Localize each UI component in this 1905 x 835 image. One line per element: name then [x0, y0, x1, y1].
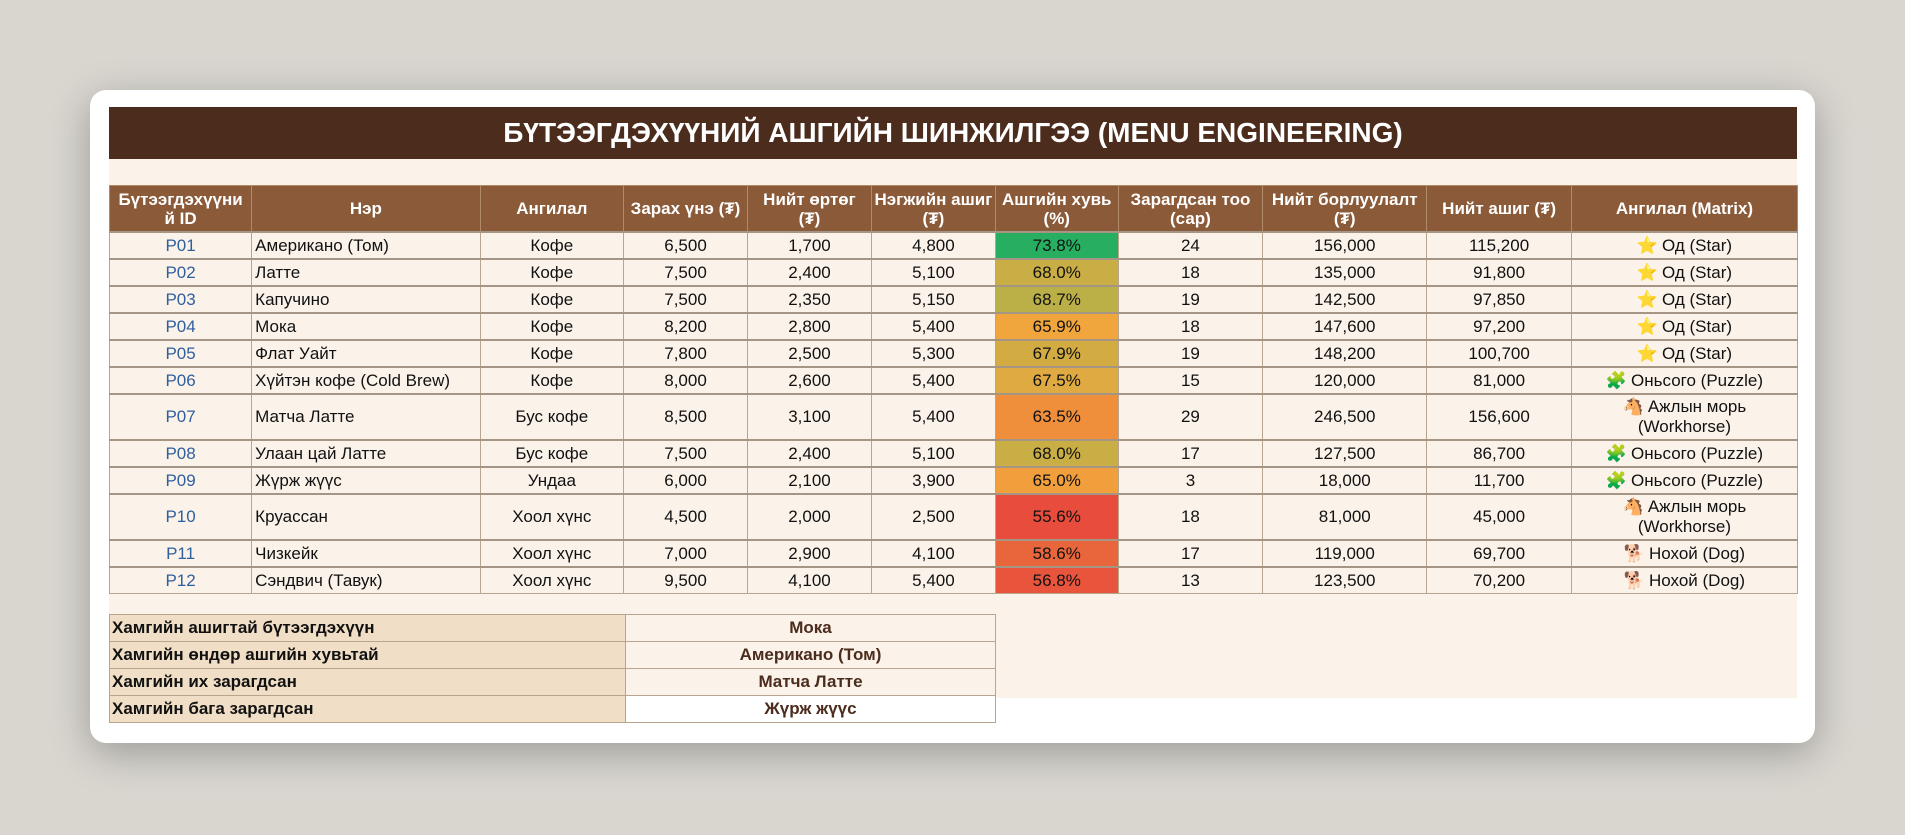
cell-unit-profit[interactable]: 5,100 [871, 259, 995, 286]
matrix-category-label: Оньсого (Puzzle) [1631, 443, 1764, 463]
cell-revenue[interactable]: 120,000 [1263, 367, 1427, 394]
menu-engineering-table [109, 185, 1798, 594]
cell-sold[interactable]: 18 [1118, 313, 1263, 340]
cell-unit-profit[interactable]: 5,400 [871, 567, 995, 594]
cell-sold[interactable]: 17 [1118, 540, 1263, 567]
matrix-category-icon: 🧩 [1605, 443, 1628, 463]
summary-value[interactable]: Мока [626, 615, 996, 642]
cell-sold[interactable]: 19 [1118, 286, 1263, 313]
matrix-category-label: Од (Star) [1662, 343, 1733, 363]
cell-margin[interactable]: 73.8% [995, 232, 1118, 259]
matrix-category-icon: 🧩 [1605, 470, 1628, 490]
cell-price[interactable]: 7,000 [624, 540, 748, 567]
cell-profit[interactable]: 115,200 [1427, 232, 1572, 259]
cell-cost[interactable]: 2,100 [747, 467, 871, 494]
cell-cost[interactable]: 3,100 [747, 394, 871, 440]
matrix-category-label: Од (Star) [1662, 316, 1733, 336]
header-id[interactable]: Бүтээгдэхүүни й ID [110, 186, 252, 233]
header-cost[interactable]: Нийт өртөг (₮) [747, 186, 871, 233]
header-unit-profit[interactable]: Нэгжийн ашиг (₮) [871, 186, 995, 233]
cell-price[interactable]: 6,500 [624, 232, 748, 259]
cell-id[interactable]: P07 [110, 394, 252, 440]
matrix-category-icon: 🐴 [1622, 497, 1644, 516]
table-row [110, 394, 1798, 440]
cell-revenue[interactable]: 127,500 [1263, 440, 1427, 467]
cell-unit-profit[interactable]: 4,100 [871, 540, 995, 567]
report-card [90, 90, 1815, 743]
cell-id[interactable]: P05 [110, 340, 252, 367]
cell-price[interactable]: 7,800 [624, 340, 748, 367]
cell-revenue[interactable]: 135,000 [1263, 259, 1427, 286]
cell-margin[interactable]: 67.9% [995, 340, 1118, 367]
cell-sold[interactable]: 29 [1118, 394, 1263, 440]
cell-profit[interactable]: 156,600 [1427, 394, 1572, 440]
table-row [110, 286, 1798, 313]
cell-price[interactable]: 8,500 [624, 394, 748, 440]
cell-id[interactable]: P06 [110, 367, 252, 394]
cell-price[interactable]: 8,200 [624, 313, 748, 340]
cell-category[interactable]: Бус кофе [480, 440, 623, 467]
table-row [110, 467, 1798, 494]
cell-unit-profit[interactable]: 5,400 [871, 367, 995, 394]
cell-name[interactable]: Хүйтэн кофе (Cold Brew) [252, 367, 480, 394]
cell-margin[interactable]: 68.0% [995, 440, 1118, 467]
table-row [110, 567, 1798, 594]
matrix-category-icon: ⭐ [1636, 289, 1659, 309]
cell-revenue[interactable]: 142,500 [1263, 286, 1427, 313]
cell-margin[interactable]: 68.0% [995, 259, 1118, 286]
cell-matrix[interactable] [1571, 286, 1797, 313]
cell-matrix[interactable] [1571, 259, 1797, 286]
header-margin[interactable]: Ашгийн хувь (%) [995, 186, 1118, 233]
cell-category[interactable]: Бус кофе [480, 394, 623, 440]
table-row [110, 340, 1798, 367]
cell-matrix[interactable] [1571, 232, 1797, 259]
cell-category[interactable]: Кофе [480, 367, 623, 394]
header-matrix[interactable]: Ангилал (Matrix) [1571, 186, 1797, 233]
matrix-category-label: Од (Star) [1662, 262, 1733, 282]
cell-matrix[interactable] [1571, 494, 1797, 540]
cell-name[interactable]: Сэндвич (Тавук) [252, 567, 480, 594]
header-category[interactable]: Ангилал [480, 186, 623, 233]
cell-cost[interactable]: 2,400 [747, 259, 871, 286]
header-profit[interactable]: Нийт ашиг (₮) [1427, 186, 1572, 233]
table-header-row [110, 186, 1798, 233]
cell-matrix[interactable] [1571, 440, 1797, 467]
cell-profit[interactable]: 86,700 [1427, 440, 1572, 467]
cell-revenue[interactable]: 81,000 [1263, 494, 1427, 540]
cell-id[interactable]: P04 [110, 313, 252, 340]
cell-matrix[interactable] [1571, 467, 1797, 494]
cell-id[interactable]: P02 [110, 259, 252, 286]
table-row [110, 313, 1798, 340]
cell-name[interactable]: Жүрж жүүс [252, 467, 480, 494]
cell-profit[interactable]: 81,000 [1427, 367, 1572, 394]
cell-category[interactable]: Хоол хүнс [480, 567, 623, 594]
table-row [110, 259, 1798, 286]
table-row [110, 232, 1798, 259]
cell-id[interactable]: P01 [110, 232, 252, 259]
matrix-category-label: Ажлын морь (Workhorse) [1637, 497, 1747, 536]
cell-margin[interactable]: 63.5% [995, 394, 1118, 440]
cell-name[interactable]: Латте [252, 259, 480, 286]
cell-unit-profit[interactable]: 5,150 [871, 286, 995, 313]
matrix-category-label: Нохой (Dog) [1649, 543, 1746, 563]
summary-row [110, 642, 996, 669]
cell-id[interactable]: P11 [110, 540, 252, 567]
cell-name[interactable]: Мока [252, 313, 480, 340]
cell-margin[interactable]: 55.6% [995, 494, 1118, 540]
table-row [110, 540, 1798, 567]
header-name[interactable]: Нэр [252, 186, 480, 233]
cell-profit[interactable]: 11,700 [1427, 467, 1572, 494]
cell-name[interactable]: Круассан [252, 494, 480, 540]
cell-margin[interactable]: 67.5% [995, 367, 1118, 394]
table-row [110, 494, 1798, 540]
matrix-category-icon: 🐴 [1622, 397, 1644, 416]
cell-cost[interactable]: 2,500 [747, 340, 871, 367]
cell-revenue[interactable]: 148,200 [1263, 340, 1427, 367]
summary-value[interactable]: Матча Латте [626, 669, 996, 696]
header-sold[interactable]: Зарагдсан тоо (сар) [1118, 186, 1263, 233]
cell-category[interactable]: Ундаа [480, 467, 623, 494]
cell-revenue[interactable]: 123,500 [1263, 567, 1427, 594]
summary-label[interactable]: Хамгийн бага зарагдсан [110, 696, 626, 723]
cell-profit[interactable]: 70,200 [1427, 567, 1572, 594]
cell-matrix[interactable] [1571, 340, 1797, 367]
cell-unit-profit[interactable]: 2,500 [871, 494, 995, 540]
cell-id[interactable]: P10 [110, 494, 252, 540]
cell-price[interactable]: 8,000 [624, 367, 748, 394]
table-row [110, 440, 1798, 467]
summary-table [109, 614, 996, 723]
cell-id[interactable]: P12 [110, 567, 252, 594]
cell-sold[interactable]: 18 [1118, 259, 1263, 286]
cell-price[interactable]: 4,500 [624, 494, 748, 540]
cell-name[interactable]: Матча Латте [252, 394, 480, 440]
summary-value[interactable]: Американо (Том) [626, 642, 996, 669]
summary-row [110, 696, 996, 723]
cell-cost[interactable]: 2,350 [747, 286, 871, 313]
cell-price[interactable]: 7,500 [624, 440, 748, 467]
cell-margin[interactable]: 65.0% [995, 467, 1118, 494]
summary-label[interactable]: Хамгийн их зарагдсан [110, 669, 626, 696]
matrix-category-icon: 🐕 [1623, 570, 1645, 590]
cell-unit-profit[interactable]: 5,400 [871, 313, 995, 340]
cell-revenue[interactable]: 156,000 [1263, 232, 1427, 259]
cell-name[interactable]: Американо (Том) [252, 232, 480, 259]
cell-cost[interactable]: 2,400 [747, 440, 871, 467]
matrix-category-icon: ⭐ [1636, 262, 1659, 282]
cell-matrix[interactable] [1571, 313, 1797, 340]
cell-revenue[interactable]: 119,000 [1263, 540, 1427, 567]
cell-cost[interactable]: 2,600 [747, 367, 871, 394]
cell-unit-profit[interactable]: 5,400 [871, 394, 995, 440]
cell-revenue[interactable]: 147,600 [1263, 313, 1427, 340]
cell-margin[interactable]: 65.9% [995, 313, 1118, 340]
matrix-category-label: Од (Star) [1662, 235, 1733, 255]
cell-cost[interactable]: 2,800 [747, 313, 871, 340]
cell-margin[interactable]: 68.7% [995, 286, 1118, 313]
cell-matrix[interactable] [1571, 367, 1797, 394]
cell-price[interactable]: 7,500 [624, 286, 748, 313]
header-price[interactable]: Зарах үнэ (₮) [624, 186, 748, 233]
cell-cost[interactable]: 1,700 [747, 232, 871, 259]
cell-name[interactable]: Чизкейк [252, 540, 480, 567]
cell-margin[interactable]: 56.8% [995, 567, 1118, 594]
cell-price[interactable]: 9,500 [624, 567, 748, 594]
summary-label[interactable]: Хамгийн ашигтай бүтээгдэхүүн [110, 615, 626, 642]
cell-profit[interactable]: 97,850 [1427, 286, 1572, 313]
cell-revenue[interactable]: 246,500 [1263, 394, 1427, 440]
summary-label[interactable]: Хамгийн өндөр ашгийн хувьтай [110, 642, 626, 669]
matrix-category-icon: 🧩 [1605, 370, 1628, 390]
cell-unit-profit[interactable]: 5,300 [871, 340, 995, 367]
cell-category[interactable]: Хоол хүнс [480, 540, 623, 567]
cell-category[interactable]: Хоол хүнс [480, 494, 623, 540]
cell-matrix[interactable] [1571, 394, 1797, 440]
cell-price[interactable]: 7,500 [624, 259, 748, 286]
cell-sold[interactable]: 3 [1118, 467, 1263, 494]
cell-id[interactable]: P09 [110, 467, 252, 494]
cell-cost[interactable]: 4,100 [747, 567, 871, 594]
matrix-category-icon: ⭐ [1636, 316, 1659, 336]
matrix-category-icon: ⭐ [1636, 343, 1659, 363]
cell-profit[interactable]: 97,200 [1427, 313, 1572, 340]
cell-name[interactable]: Капучино [252, 286, 480, 313]
cell-revenue[interactable]: 18,000 [1263, 467, 1427, 494]
cell-matrix[interactable] [1571, 540, 1797, 567]
cell-profit[interactable]: 91,800 [1427, 259, 1572, 286]
matrix-category-label: Од (Star) [1662, 289, 1733, 309]
cell-name[interactable]: Флат Уайт [252, 340, 480, 367]
matrix-category-label: Оньсого (Puzzle) [1631, 470, 1764, 490]
cell-category[interactable]: Кофе [480, 232, 623, 259]
matrix-category-icon: ⭐ [1636, 235, 1659, 255]
matrix-category-label: Ажлын морь (Workhorse) [1637, 397, 1747, 436]
cell-matrix[interactable] [1571, 567, 1797, 594]
cell-profit[interactable]: 69,700 [1427, 540, 1572, 567]
cell-category[interactable]: Кофе [480, 286, 623, 313]
summary-row [110, 615, 996, 642]
cell-profit[interactable]: 100,700 [1427, 340, 1572, 367]
cell-sold[interactable]: 17 [1118, 440, 1263, 467]
cell-sold[interactable]: 13 [1118, 567, 1263, 594]
cell-id[interactable]: P03 [110, 286, 252, 313]
cell-sold[interactable]: 19 [1118, 340, 1263, 367]
cell-sold[interactable]: 24 [1118, 232, 1263, 259]
table-row [110, 367, 1798, 394]
report-title: БҮТЭЭГДЭХҮҮНИЙ АШГИЙН ШИНЖИЛГЭЭ (MENU ENGINEERING) [109, 107, 1797, 159]
matrix-category-icon: 🐕 [1623, 543, 1645, 563]
cell-profit[interactable]: 45,000 [1427, 494, 1572, 540]
cell-category[interactable]: Кофе [480, 313, 623, 340]
cell-name[interactable]: Улаан цай Латте [252, 440, 480, 467]
summary-value[interactable]: Жүрж жүүс [626, 696, 996, 723]
matrix-category-label: Нохой (Dog) [1649, 570, 1746, 590]
cell-unit-profit[interactable]: 3,900 [871, 467, 995, 494]
cell-price[interactable]: 6,000 [624, 467, 748, 494]
cell-unit-profit[interactable]: 5,100 [871, 440, 995, 467]
cell-margin[interactable]: 58.6% [995, 540, 1118, 567]
cell-id[interactable]: P08 [110, 440, 252, 467]
cell-sold[interactable]: 18 [1118, 494, 1263, 540]
matrix-category-label: Оньсого (Puzzle) [1631, 370, 1764, 390]
cell-category[interactable]: Кофе [480, 259, 623, 286]
summary-row [110, 669, 996, 696]
cell-sold[interactable]: 15 [1118, 367, 1263, 394]
cell-category[interactable]: Кофе [480, 340, 623, 367]
cell-cost[interactable]: 2,000 [747, 494, 871, 540]
cell-cost[interactable]: 2,900 [747, 540, 871, 567]
header-revenue[interactable]: Нийт борлуулалт (₮) [1263, 186, 1427, 233]
cell-unit-profit[interactable]: 4,800 [871, 232, 995, 259]
